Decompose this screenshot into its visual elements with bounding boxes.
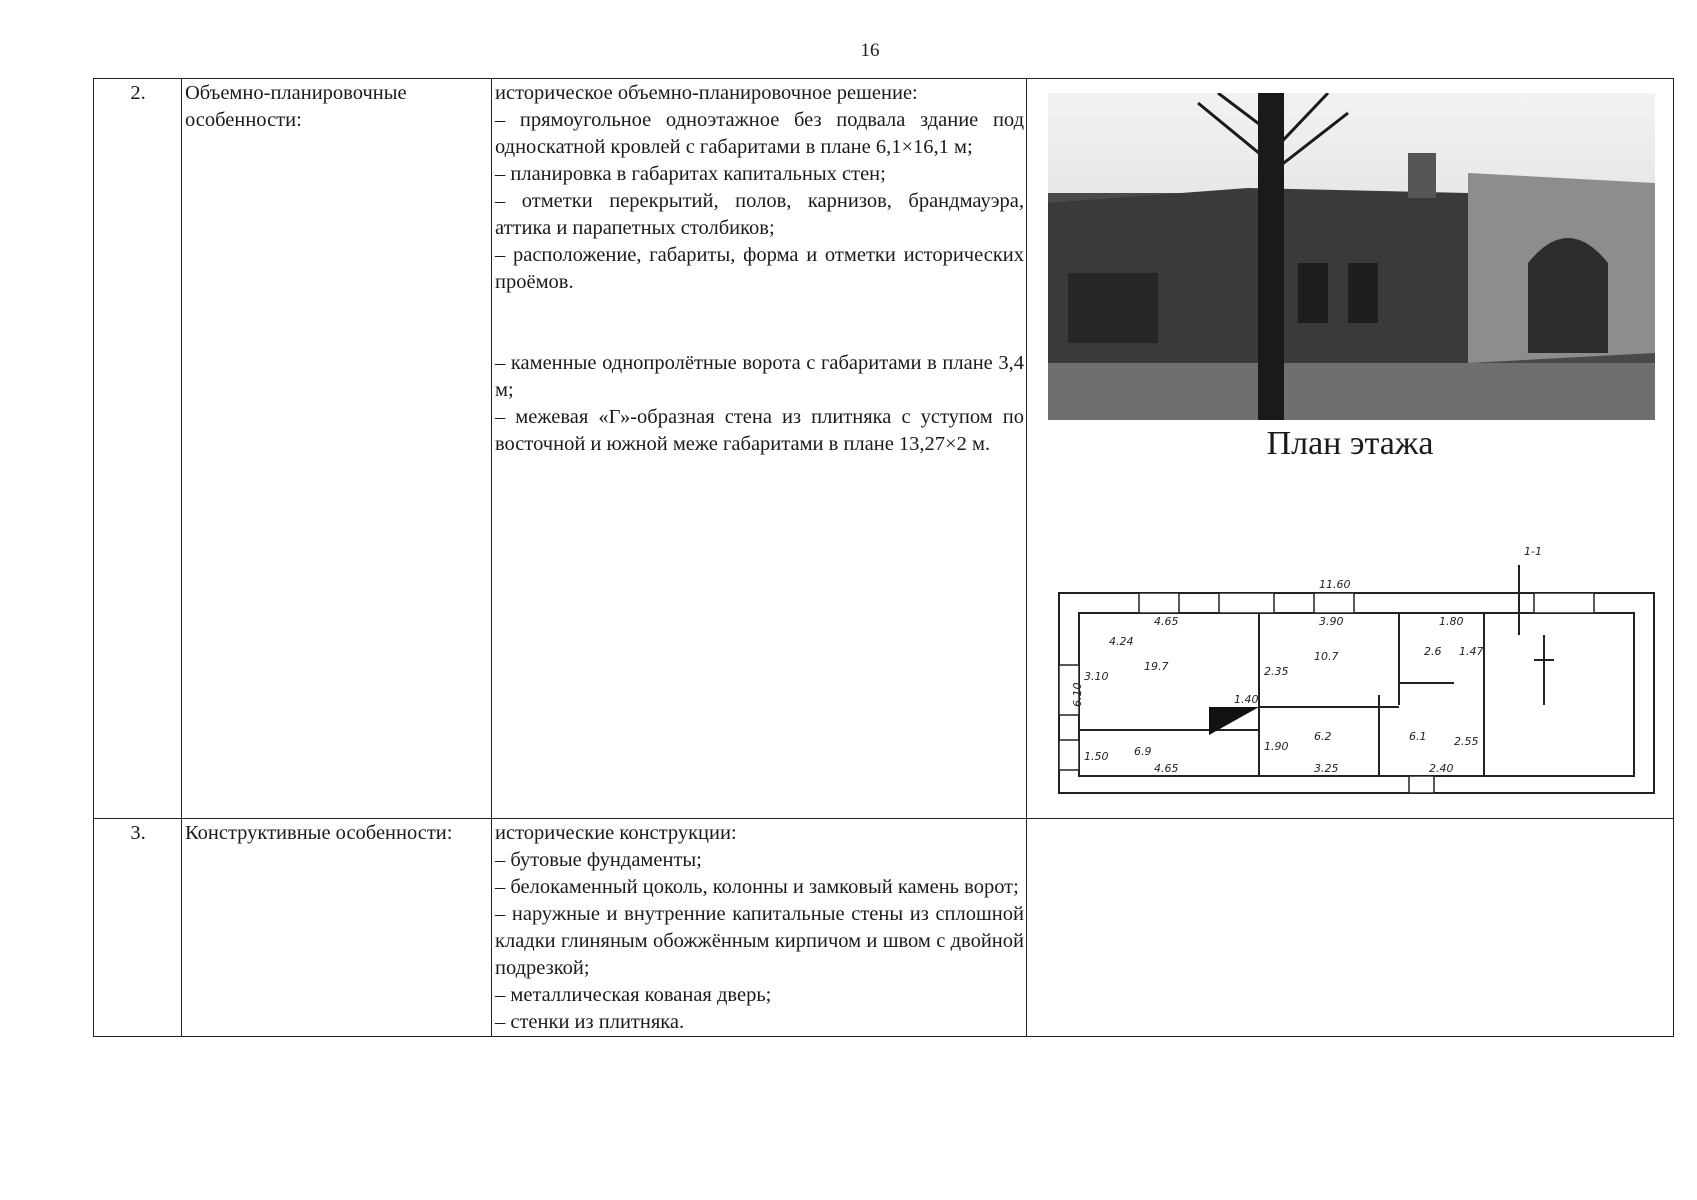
description-line: – металлическая кованая дверь;	[495, 984, 772, 1006]
area-room4: 6.9	[1134, 745, 1152, 758]
dim-mid-lower: 1.90	[1264, 740, 1289, 753]
building-photo	[1048, 93, 1655, 420]
dim-left-lower: 1.50	[1084, 750, 1109, 763]
empty-figure-cell	[1027, 819, 1674, 1037]
description-line: – бутовые фундаменты;	[495, 849, 702, 871]
row-title: Объемно-планировочные особенности:	[182, 79, 492, 819]
area-room6: 6.1	[1409, 730, 1427, 743]
dim-left-upper: 3.10	[1084, 670, 1109, 683]
dim-total: 11.60	[1319, 578, 1351, 591]
description-line: – планировка в габаритах капитальных стен;	[495, 163, 886, 185]
dim-room2-width: 3.90	[1319, 615, 1344, 628]
description-line: – наружные и внутренние капитальные стены из сплошной кладки глиняным обожжённым кирпичом и швом с двойной подрезкой;	[495, 903, 1024, 979]
row-description	[492, 819, 1027, 1037]
area-room1: 19.7	[1144, 660, 1169, 673]
area-room3: 2.6	[1424, 645, 1442, 658]
dim-room3-width: 1.80	[1439, 615, 1464, 628]
figure-cell	[1027, 79, 1674, 819]
dim-bottom-room1: 4.65	[1154, 762, 1179, 775]
floor-plan	[1054, 495, 1664, 795]
dim-room1-width: 4.65	[1154, 615, 1179, 628]
dim-right-lower: 2.55	[1454, 735, 1479, 748]
area-room2: 10.7	[1314, 650, 1339, 663]
description-line: историческое объемно-планировочное решение:	[495, 82, 918, 104]
description-line: – стенки из плитняка.	[495, 1011, 685, 1033]
dim-bottom-room2: 3.25	[1314, 762, 1339, 775]
table-row	[94, 79, 1674, 819]
description-line: – отметки перекрытий, полов, карнизов, брандмауэра, аттика и парапетных столбиков;	[495, 190, 1024, 239]
description-line: исторические конструкции:	[495, 822, 737, 844]
heritage-table	[93, 78, 1674, 1037]
dim-outer-height: 6.10	[1071, 682, 1084, 707]
table-row	[94, 819, 1674, 1037]
plan-title: План этажа	[1266, 425, 1434, 462]
dim-diagonal: 1.40	[1234, 693, 1259, 706]
description-line: – каменные однопролётные ворота с габаритами в плане 3,4 м;	[495, 352, 1024, 401]
dim-room1-height: 4.24	[1109, 635, 1134, 648]
description-line: – прямоугольное одноэтажное без подвала здание под односкатной кровлей с габаритами в плане 6,1×16,1 м;	[495, 109, 1024, 158]
row-number: 2.	[94, 79, 182, 819]
description-line: – белокаменный цоколь, колонны и замковый камень ворот;	[495, 876, 1019, 898]
page-number: 16	[860, 40, 880, 61]
description-line: – расположение, габариты, форма и отметки исторических проёмов.	[495, 244, 1024, 293]
dim-bottom-room3: 2.40	[1429, 762, 1454, 775]
row-description	[492, 79, 1027, 819]
dim-mid-upper: 2.35	[1264, 665, 1289, 678]
section-mark: 1-1	[1524, 545, 1542, 558]
description-line: – межевая «Г»-образная стена из плитняка с уступом по восточной и южной меже габаритами в плане 13,27×2 м.	[495, 406, 1024, 455]
area-room5: 6.2	[1314, 730, 1332, 743]
row-title: Конструктивные особенности:	[182, 819, 492, 1037]
row-number: 3.	[94, 819, 182, 1037]
dim-right-upper: 1.47	[1459, 645, 1484, 658]
